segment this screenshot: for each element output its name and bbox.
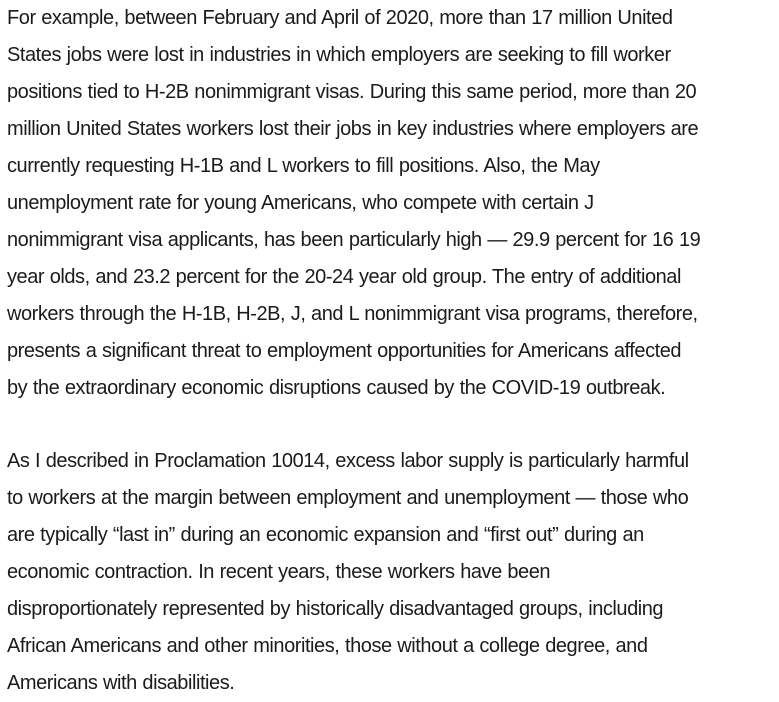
paragraph-covid-job-losses [7, 0, 700, 407]
text-line: million United States workers lost their jobs in key industries where employers are [7, 118, 699, 140]
paragraph-proclamation-10014 [7, 443, 689, 702]
text-line: States jobs were lost in industries in which employers are seeking to fill worker [7, 44, 671, 66]
text-line: to workers at the margin between employment and unemployment — those who [7, 487, 689, 509]
text-line: African Americans and other minorities, those without a college degree, and [7, 635, 648, 657]
text-line: For example, between February and April of 2020, more than 17 million United [7, 7, 673, 29]
text-line: positions tied to H-2B nonimmigrant visas. During this same period, more than 20 [7, 81, 697, 103]
text-line: are typically “last in” during an economic expansion and “first out” during an [7, 524, 644, 546]
text-line: nonimmigrant visa applicants, has been particularly high — 29.9 percent for 16 19 [7, 229, 701, 251]
text-line: unemployment rate for young Americans, who compete with certain J [7, 192, 594, 214]
text-line: Americans with disabilities. [7, 672, 235, 694]
text-line: economic contraction. In recent years, these workers have been [7, 561, 551, 583]
text-line: disproportionately represented by historically disadvantaged groups, including [7, 598, 664, 620]
text-line: presents a significant threat to employment opportunities for Americans affected [7, 340, 682, 362]
text-line: year olds, and 23.2 percent for the 20-24 year old group. The entry of additional [7, 266, 681, 288]
text-line: As I described in Proclamation 10014, excess labor supply is particularly harmful [7, 450, 689, 472]
text-line: workers through the H-1B, H-2B, J, and L nonimmigrant visa programs, therefore, [7, 303, 698, 325]
text-line: currently requesting H-1B and L workers to fill positions. Also, the May [7, 155, 600, 177]
text-line: by the extraordinary economic disruptions caused by the COVID-19 outbreak. [7, 377, 666, 399]
